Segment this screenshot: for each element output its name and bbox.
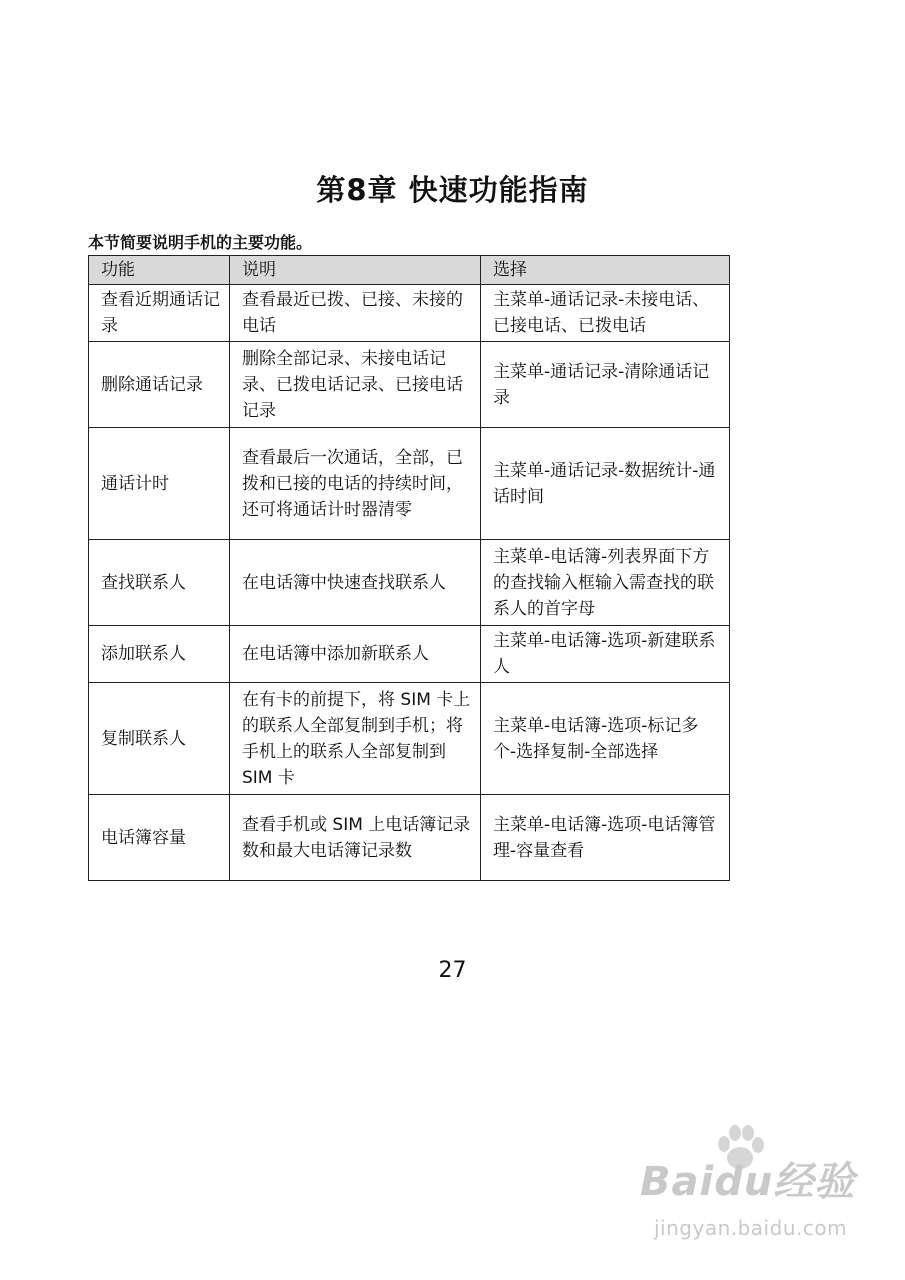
header-function: 功能 (89, 256, 230, 285)
row-description: 在电话簿中快速查找联系人 (230, 540, 481, 626)
row-description: 删除全部记录、未接电话记录、已拨电话记录、已接电话记录 (230, 342, 481, 428)
watermark-url: jingyan.baidu.com (654, 1216, 848, 1240)
table-row (89, 285, 730, 342)
row-selection: 主菜单-通话记录-清除通话记录 (481, 342, 730, 428)
row-description: 在电话簿中添加新联系人 (230, 626, 481, 683)
header-description: 说明 (230, 256, 481, 285)
intro-text: 本节简要说明手机的主要功能。 (88, 233, 313, 252)
watermark-logo: Baidu经验 (640, 1159, 856, 1205)
function-table (88, 255, 730, 881)
table-row (89, 540, 730, 626)
header-selection: 选择 (481, 256, 730, 285)
row-selection: 主菜单-通话记录-未接电话、已接电话、已拨电话 (481, 285, 730, 342)
row-selection: 主菜单-电话簿-选项-新建联系人 (481, 626, 730, 683)
row-function: 通话计时 (89, 428, 230, 540)
row-description: 查看最近已拨、已接、未接的电话 (230, 285, 481, 342)
row-function: 查看近期通话记录 (89, 285, 230, 342)
row-selection: 主菜单-电话簿-选项-电话簿管理-容量查看 (481, 795, 730, 881)
page-number: 27 (438, 958, 467, 983)
chapter-title: 第8章 快速功能指南 (316, 173, 589, 207)
row-function: 删除通话记录 (89, 342, 230, 428)
row-function: 复制联系人 (89, 683, 230, 795)
table-header-row (89, 256, 730, 285)
row-description: 查看最后一次通话，全部，已拨和已接的电话的持续时间，还可将通话计时器清零 (230, 428, 481, 540)
row-selection: 主菜单-电话簿-列表界面下方的查找输入框输入需查找的联系人的首字母 (481, 540, 730, 626)
row-function: 查找联系人 (89, 540, 230, 626)
row-function: 电话簿容量 (89, 795, 230, 881)
table-row (89, 626, 730, 683)
table-row (89, 342, 730, 428)
row-description: 在有卡的前提下，将 SIM 卡上的联系人全部复制到手机；将手机上的联系人全部复制到 SIM 卡 (230, 683, 481, 795)
table-row (89, 683, 730, 795)
row-function: 添加联系人 (89, 626, 230, 683)
row-description: 查看手机或 SIM 上电话簿记录数和最大电话簿记录数 (230, 795, 481, 881)
row-selection: 主菜单-电话簿-选项-标记多个-选择复制-全部选择 (481, 683, 730, 795)
table-row (89, 428, 730, 540)
row-selection: 主菜单-通话记录-数据统计-通话时间 (481, 428, 730, 540)
watermark (640, 1150, 880, 1260)
table-row (89, 795, 730, 881)
